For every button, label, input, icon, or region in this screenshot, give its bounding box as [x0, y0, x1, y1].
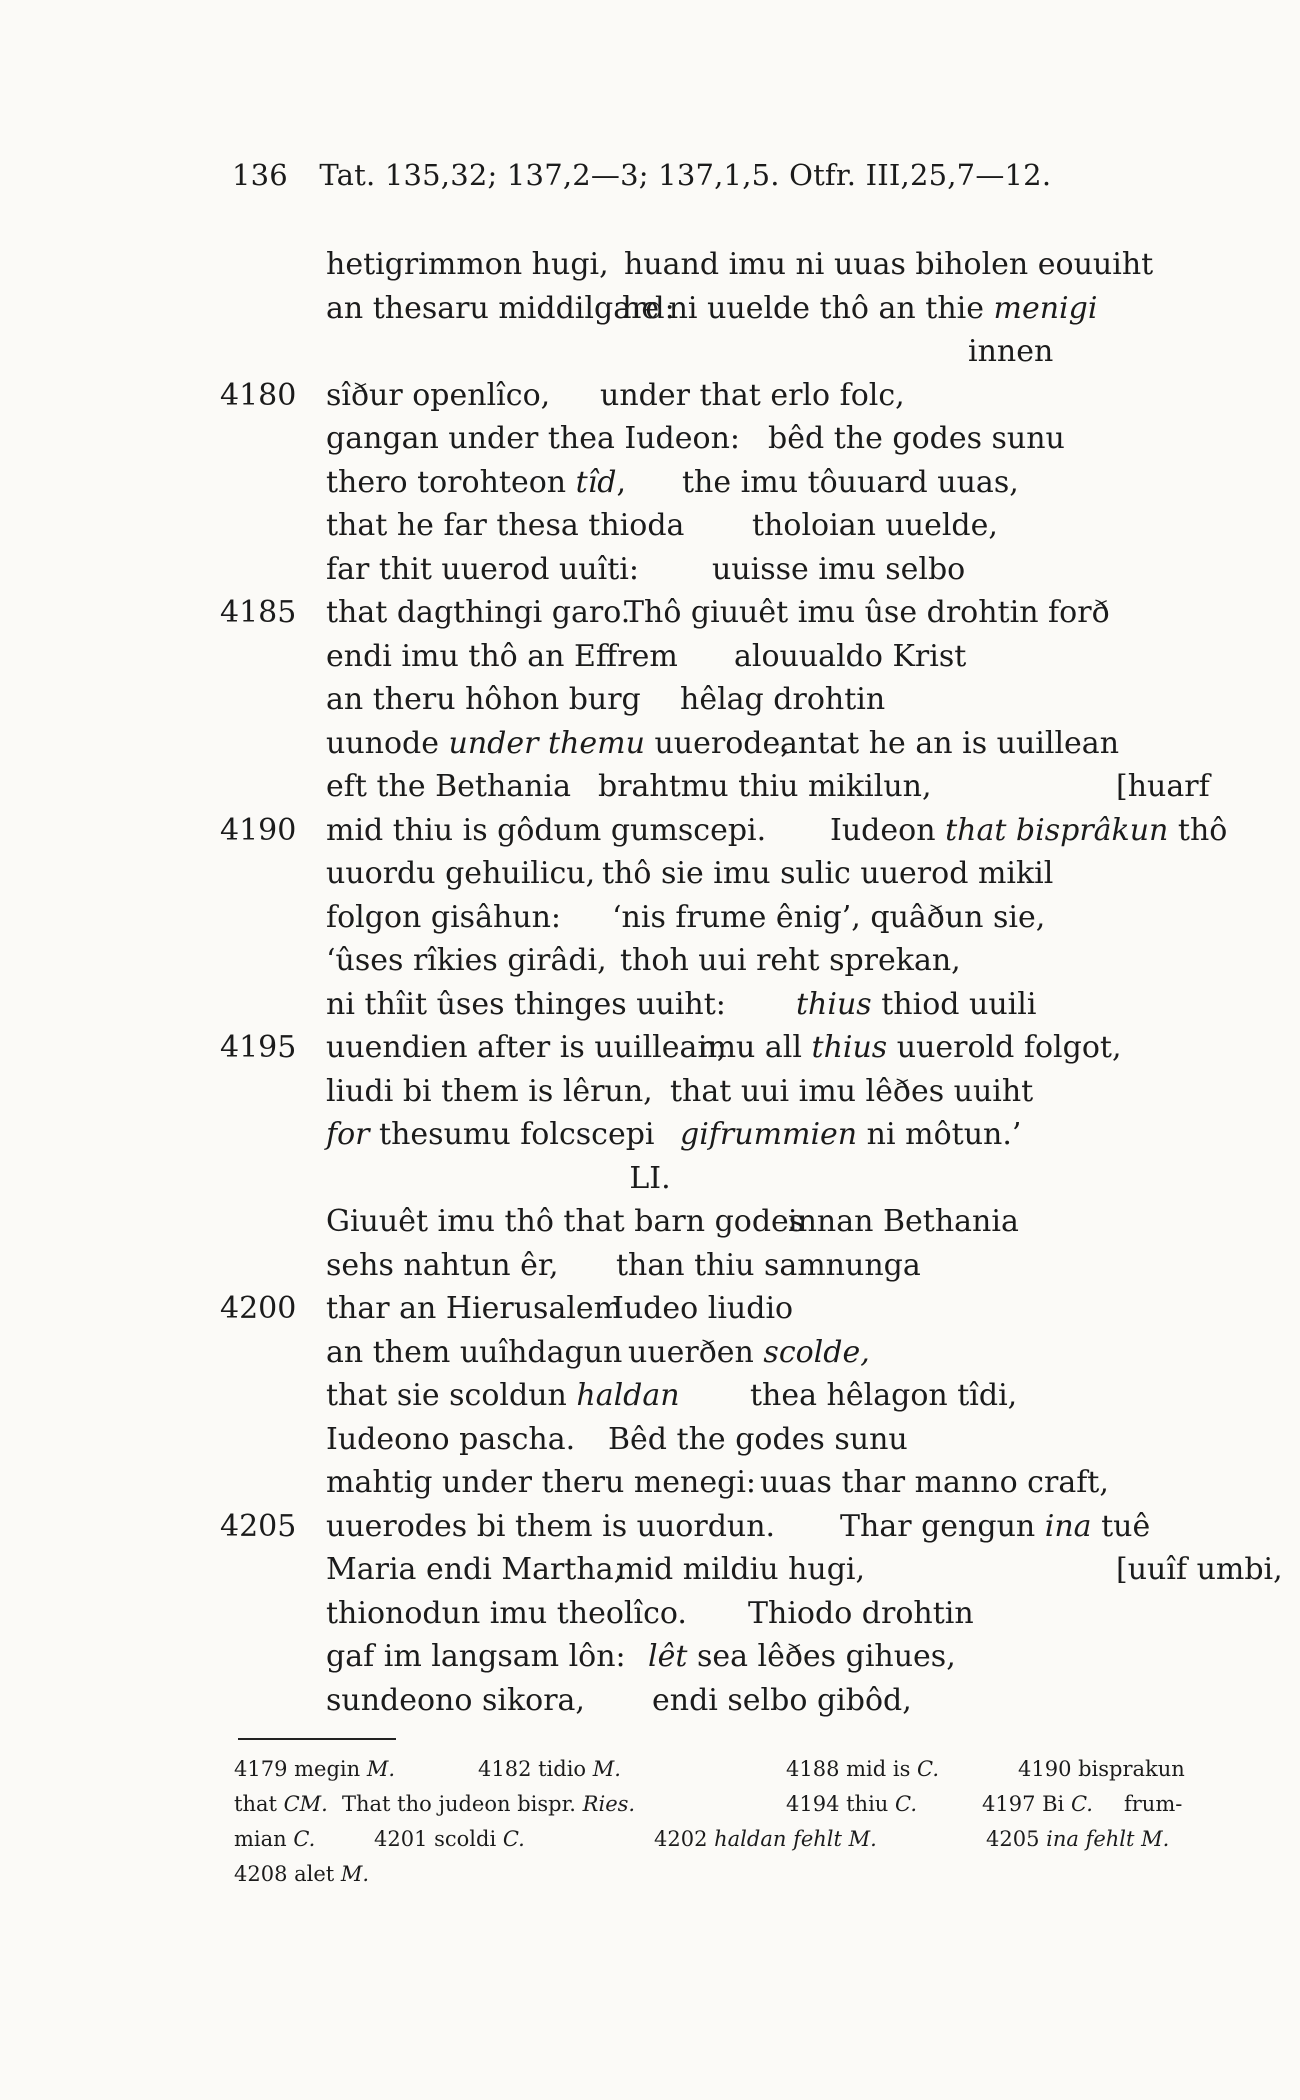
verse-half-a: uunode under themu uuerode,	[326, 725, 790, 761]
verse-line	[0, 1592, 1300, 1636]
footnote: 4202 haldan fehlt M.	[654, 1827, 877, 1851]
verse-half-b: uuisse imu selbo	[712, 551, 966, 587]
verse-line	[0, 374, 1300, 418]
verse-half-a: gaf im langsam lôn:	[326, 1639, 626, 1674]
line-number: 4180	[220, 377, 297, 413]
footnotes	[234, 1752, 1214, 1892]
verse-half-b: tholoian uuelde,	[752, 508, 998, 543]
verse-half-b: thius thiod uuili	[796, 986, 1037, 1022]
line-number: 4205	[220, 1508, 297, 1544]
verse-line	[0, 417, 1300, 461]
verse-half-b: bêd the godes sunu	[768, 421, 1065, 456]
verse-line	[0, 852, 1300, 896]
verse-half-b: antat he an is uuillean	[780, 725, 1120, 761]
verse-line	[0, 678, 1300, 722]
footnote: That tho judeon bispr. Ries.	[342, 1792, 636, 1816]
line-number: 4200	[220, 1291, 297, 1326]
verse-half-b: under that erlo folc,	[600, 377, 905, 413]
verse-line	[0, 1548, 1300, 1592]
footnote: 4182 tidio M.	[478, 1757, 621, 1781]
verse-half-a: uuordu gehuilicu,	[326, 856, 596, 891]
footnote: that CM.	[234, 1792, 328, 1816]
verse-line	[0, 330, 1300, 374]
verse-half-a: thero torohteon tîd,	[326, 464, 627, 500]
verse-half-a: an thesaru middilgard:	[326, 290, 675, 326]
section-heading: LI.	[629, 1160, 671, 1196]
verse-half-a: hetigrimmon hugi,	[326, 247, 609, 282]
verse-line	[0, 504, 1300, 548]
verse-half-b: thô sie imu sulic uuerod mikil	[602, 856, 1054, 891]
verse-line	[0, 1461, 1300, 1505]
verse-line	[0, 243, 1300, 287]
verse-half-b: imu all thius uuerold folgot,	[698, 1030, 1122, 1065]
verse-half-a: gangan under thea Iudeon:	[326, 421, 741, 456]
footnote: 4190 bisprakun	[1018, 1757, 1185, 1781]
verse-line	[0, 287, 1300, 331]
verse-half-a: sundeono sikora,	[326, 1682, 585, 1718]
verse-line	[0, 896, 1300, 940]
verse-half-b: mid mildiu hugi,	[616, 1552, 866, 1587]
verse-half-a: sehs nahtun êr,	[326, 1247, 559, 1283]
verse-half-b: Thar gengun ina tuê	[840, 1508, 1151, 1544]
footnote-line	[234, 1787, 1214, 1822]
verse-line	[0, 1287, 1300, 1331]
footnote: mian C.	[234, 1827, 316, 1851]
verse-half-a: thar an Hierusalem	[326, 1291, 623, 1326]
verse-half-b: Thô giuuêt imu ûse drohtin forð	[624, 595, 1110, 630]
verse-half-b: ‘nis frume ênig’, quâðun sie,	[612, 899, 1046, 935]
verse-half-a: Iudeono pascha.	[326, 1421, 576, 1457]
footnote: 4205 ina fehlt M.	[986, 1827, 1170, 1851]
verse-line	[0, 1505, 1300, 1549]
line-number: 4195	[220, 1030, 297, 1065]
source-reference: Tat. 135,32; 137,2—3; 137,1,5. Otfr. III,25,7—12.	[319, 158, 1052, 192]
verse-half-b: that uui imu lêðes uuiht	[670, 1073, 1034, 1109]
verse-half-a: that dagthingi garo.	[326, 595, 631, 630]
verse-half-b: Iudeo liudio	[612, 1291, 794, 1326]
verse-half-a: an theru hôhon burg	[326, 682, 641, 717]
verse-half-b: gifrummien ni môtun.’	[680, 1117, 1022, 1152]
verse-line	[0, 1679, 1300, 1723]
verse-half-b: hêlag drohtin	[680, 682, 886, 717]
verse-half-b: endi selbo gibôd,	[652, 1682, 912, 1718]
verse-half-a: eft the Bethania	[326, 769, 571, 804]
verse-half-b: Bêd the godes sunu	[608, 1421, 908, 1457]
verse-line	[0, 1113, 1300, 1157]
verse-half-a: ni thîit ûses thinges uuiht:	[326, 986, 726, 1022]
verse-half-a: uuendien after is uuillean;	[326, 1030, 727, 1065]
verse-half-a: far thit uuerod uuîti:	[326, 551, 639, 587]
verse-half-a: liudi bi them is lêrun,	[326, 1073, 653, 1109]
verse-half-b: alouualdo Krist	[734, 638, 967, 674]
footnote: 4197 Bi C.	[982, 1792, 1093, 1816]
footnote-rule	[238, 1738, 396, 1740]
verse-half-a: endi imu thô an Effrem	[326, 638, 678, 674]
page-number: 136	[232, 158, 288, 192]
footnote: 4179 megin M.	[234, 1757, 396, 1781]
verse-half-a: for thesumu folcscepi	[326, 1117, 655, 1152]
verse-line	[0, 1418, 1300, 1462]
verse-continuation: [huarf	[1116, 769, 1210, 804]
verse-half-a: uuerodes bi them is uuordun.	[326, 1508, 776, 1544]
verse-half-b: he ni uuelde thô an thie menigi	[622, 290, 1098, 326]
verse-line	[0, 548, 1300, 592]
verse-half-b: innen	[968, 334, 1054, 369]
verse-line	[0, 722, 1300, 766]
verse-half-a: an them uuîhdagun	[326, 1334, 623, 1370]
verse-line	[0, 809, 1300, 853]
verse-line	[0, 1635, 1300, 1679]
footnote: 4194 thiu C.	[786, 1792, 917, 1816]
verse-half-b: huand imu ni uuas biholen eouuiht	[624, 247, 1154, 282]
verse-half-b: uuas thar manno craft,	[760, 1465, 1109, 1500]
footnote: 4201 scoldi C.	[374, 1827, 525, 1851]
verse-half-b: thea hêlagon tîdi,	[750, 1378, 1018, 1413]
verse-half-b: uuerðen scolde,	[628, 1334, 870, 1370]
verse-half-b: Thiodo drohtin	[748, 1595, 974, 1631]
verse-half-b: brahtmu thiu mikilun,	[598, 769, 932, 804]
verse-line	[0, 939, 1300, 983]
verse-continuation: [uuîf umbi,	[1116, 1552, 1283, 1587]
footnote-line	[234, 1857, 1214, 1892]
verse-line	[0, 591, 1300, 635]
verse-half-b: innan Bethania	[788, 1204, 1019, 1239]
verse-line	[0, 765, 1300, 809]
verse-line	[0, 1070, 1300, 1114]
verse-half-a: mahtig under theru menegi:	[326, 1465, 757, 1500]
verse-half-b: Iudeon that bisprâkun thô	[830, 812, 1228, 848]
footnote: 4188 mid is C.	[786, 1757, 940, 1781]
verse-half-b: the imu tôuuard uuas,	[682, 464, 1019, 500]
footnote: frum-	[1124, 1792, 1183, 1816]
verse-line	[0, 635, 1300, 679]
verse-line	[0, 1244, 1300, 1288]
line-number: 4185	[220, 595, 297, 630]
verse-line	[0, 1331, 1300, 1375]
verse-half-b: lêt sea lêðes gihues,	[648, 1639, 956, 1674]
verse-half-a: that he far thesa thioda	[326, 508, 685, 543]
verse-half-a: ‘ûses rîkies girâdi,	[326, 943, 607, 978]
footnote: 4208 alet M.	[234, 1862, 370, 1886]
verse-line	[0, 983, 1300, 1027]
verse-half-a: mid thiu is gôdum gumscepi.	[326, 812, 767, 848]
verse-line	[0, 1374, 1300, 1418]
verse-half-a: sîður openlîco,	[326, 377, 551, 413]
verse-half-b: than thiu samnunga	[616, 1247, 921, 1283]
verse-half-a: that sie scoldun haldan	[326, 1378, 680, 1413]
line-number: 4190	[220, 812, 297, 848]
verse-half-a: Maria endi Martha,	[326, 1552, 624, 1587]
verse-half-a: folgon gisâhun:	[326, 899, 562, 935]
verse-line	[0, 1026, 1300, 1070]
verse-half-b: thoh uui reht sprekan,	[620, 943, 961, 978]
running-header	[232, 158, 1051, 192]
footnote-line	[234, 1752, 1214, 1787]
verse-line	[0, 461, 1300, 505]
footnote-line	[234, 1822, 1214, 1857]
verse-half-a: Giuuêt imu thô that barn godes	[326, 1204, 805, 1239]
verse-line	[0, 1200, 1300, 1244]
verse-half-a: thionodun imu theolîco.	[326, 1595, 687, 1631]
